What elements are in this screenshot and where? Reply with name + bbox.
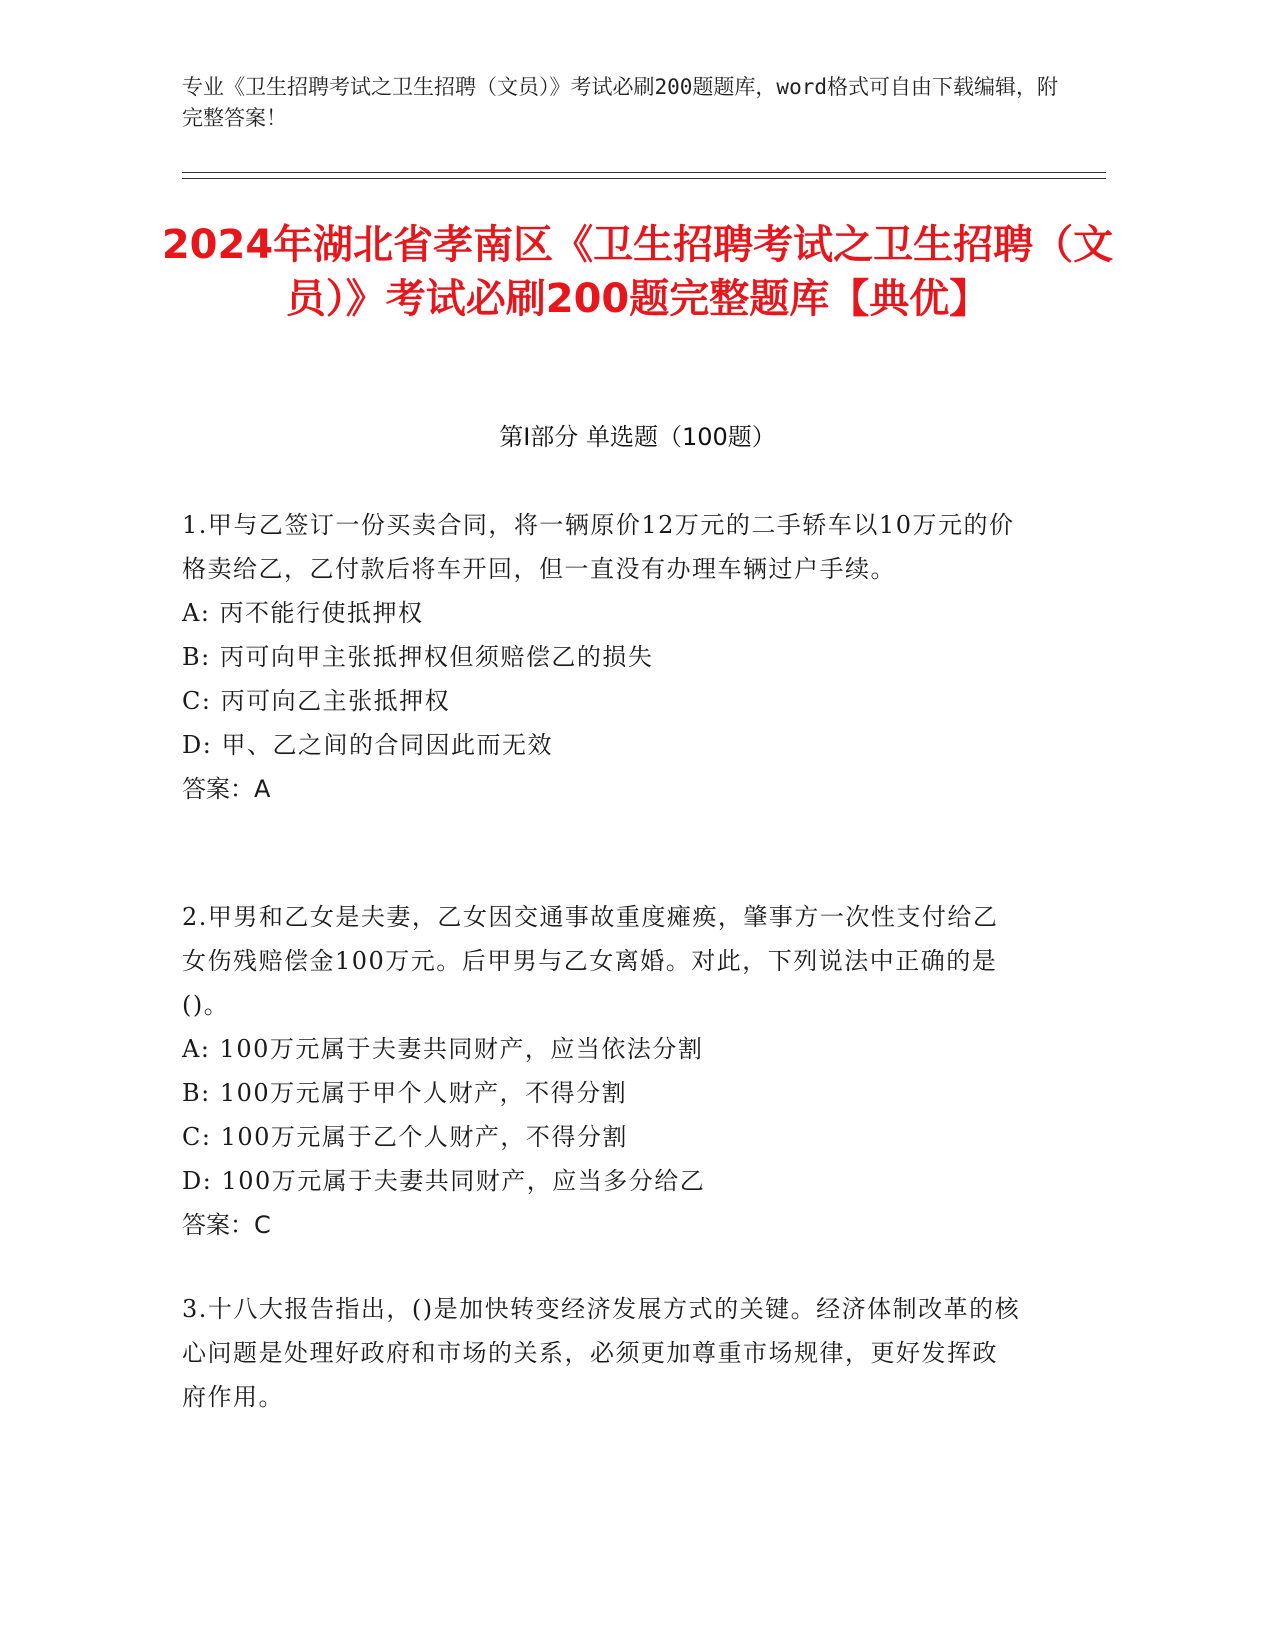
question-stem: 1.甲与乙签订一份买卖合同，将一辆原价12万元的二手轿车以10万元的价格卖给乙，乙付款后将车开回，但一直没有办理车辆过户手续。 (182, 511, 1015, 583)
option-b: B: 100万元属于甲个人财产，不得分割 (182, 1079, 628, 1107)
question-2 (182, 895, 1022, 1247)
document-title: 2024年湖北省孝南区《卫生招聘考试之卫生招聘（文员）》考试必刷200题完整题库【典优】 (161, 222, 1114, 322)
section-heading: 第Ⅰ部分 单选题（100题） (499, 423, 776, 451)
question-stem: 3.十八大报告指出，()是加快转变经济发展方式的关键。经济体制改革的核心问题是处理好政府和市场的关系，必须更加尊重市场规律，更好发挥政府作用。 (182, 1295, 1021, 1411)
option-d: D: 100万元属于夫妻共同财产，应当多分给乙 (182, 1167, 706, 1195)
option-b: B: 丙可向甲主张抵押权但须赔偿乙的损失 (182, 643, 654, 671)
option-d: D: 甲、乙之间的合同因此而无效 (182, 731, 553, 759)
header-note: 专业《卫生招聘考试之卫生招聘（文员）》考试必刷200题题库，word格式可自由下载编辑，附完整答案！ (182, 75, 1058, 130)
answer: 答案：A (182, 775, 271, 803)
header-divider-thin (182, 178, 1106, 179)
answer: 答案：C (182, 1211, 271, 1239)
question-3 (182, 1287, 1022, 1419)
question-stem: 2.甲男和乙女是夫妻，乙女因交通事故重度瘫痪，肇事方一次性支付给乙女伤残赔偿金100万元。后甲男与乙女离婚。对此，下列说法中正确的是()。 (182, 903, 999, 1019)
option-c: C: 丙可向乙主张抵押权 (182, 687, 451, 715)
option-a: A: 丙不能行使抵押权 (182, 599, 424, 627)
question-1 (182, 503, 1022, 811)
option-a: A: 100万元属于夫妻共同财产，应当依法分割 (182, 1035, 704, 1063)
header-divider-thick (182, 172, 1106, 173)
option-c: C: 100万元属于乙个人财产，不得分割 (182, 1123, 628, 1151)
